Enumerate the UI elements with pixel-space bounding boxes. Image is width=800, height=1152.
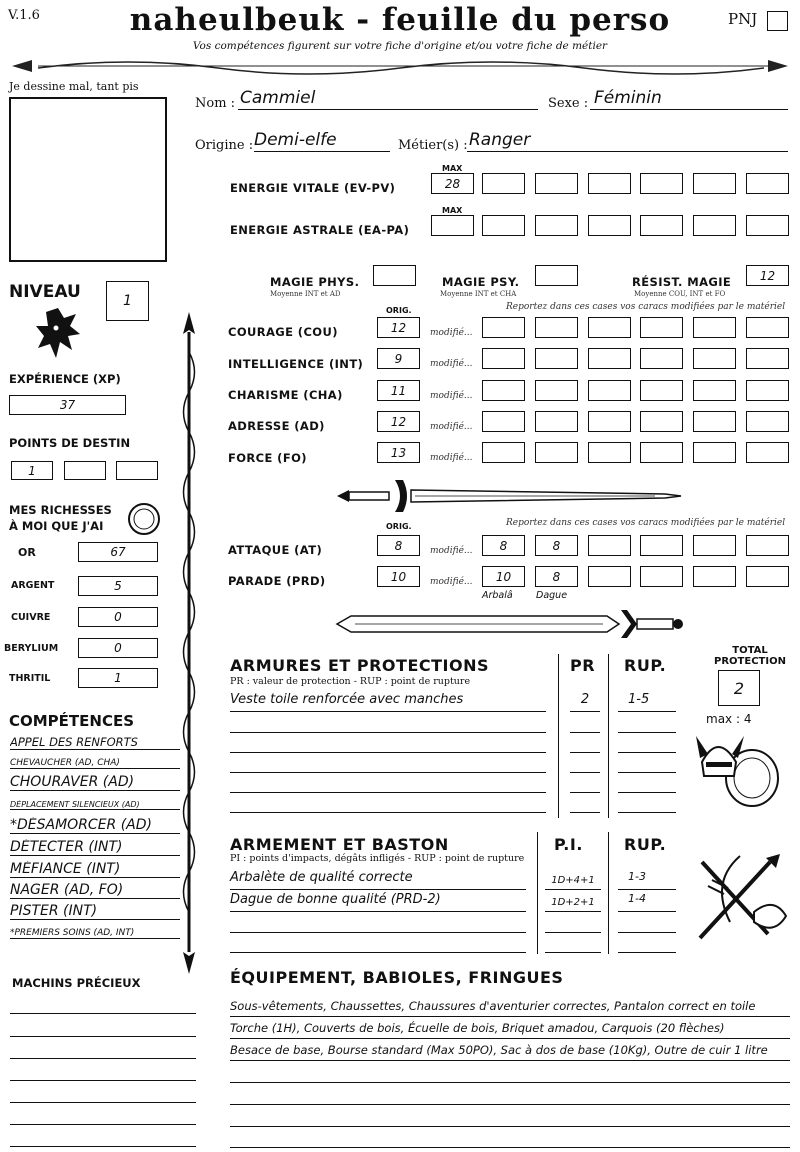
ev-box[interactable] <box>588 173 631 194</box>
stat-fo-mod-box[interactable] <box>640 442 683 463</box>
weapons-col-divider <box>537 832 538 954</box>
armor-row-name[interactable]: Veste toile renforcée avec manches <box>230 692 546 712</box>
parade-mod-box[interactable] <box>640 566 683 587</box>
armor-row-rup[interactable] <box>618 733 676 753</box>
stat-cou-mod-box[interactable] <box>535 317 578 338</box>
parade-mod-box[interactable]: 10 <box>482 566 525 587</box>
resist-magie-box[interactable]: 12 <box>746 265 789 286</box>
competence-item[interactable]: *DÉSAMORCER (AD) <box>10 817 180 834</box>
max-protection-label: max : 4 <box>706 712 752 726</box>
sexe-label: Sexe : <box>548 96 589 111</box>
competence-item[interactable]: MÉFIANCE (INT) <box>10 861 180 878</box>
parade-orig[interactable]: 10 <box>377 566 420 587</box>
weapon-row-rup[interactable] <box>618 913 676 933</box>
attaque-mod-box[interactable]: 8 <box>482 535 525 556</box>
ea-max-label: MAX <box>442 206 463 215</box>
weapons-col-divider <box>608 832 609 954</box>
metier-field[interactable]: Ranger <box>467 130 788 152</box>
competence-item[interactable]: *PREMIERS SOINS (AD, INT) <box>10 928 180 939</box>
version-label: V.1.6 <box>8 8 40 23</box>
header-vine-decoration <box>8 54 792 80</box>
ev-box[interactable] <box>482 173 525 194</box>
stat-int-mod-box[interactable] <box>588 348 631 369</box>
destin-box[interactable]: 1 <box>11 461 53 480</box>
armor-row-rup[interactable]: 1-5 <box>618 692 676 712</box>
stat-cou-mod-box[interactable] <box>746 317 789 338</box>
nom-label: Nom : <box>195 96 236 111</box>
competence-item[interactable]: DÉPLACEMENT SILENCIEUX (AD) <box>10 800 180 810</box>
sword-decoration <box>335 478 685 514</box>
competence-item[interactable]: PISTER (INT) <box>10 903 180 920</box>
xp-label: EXPÉRIENCE (XP) <box>9 372 121 386</box>
weapon-row-pi[interactable] <box>545 933 601 953</box>
stat-cha-mod-box[interactable] <box>535 380 578 401</box>
weapon-row-name[interactable] <box>230 933 526 953</box>
wealth-or-label: OR <box>18 546 36 559</box>
attaque-mod-box[interactable] <box>746 535 789 556</box>
competence-item[interactable]: APPEL DES RENFORTS <box>10 735 180 750</box>
weapon-row-pi[interactable] <box>545 913 601 933</box>
stat-cha-orig[interactable]: 11 <box>377 380 420 401</box>
crossed-weapons-icon <box>690 852 790 944</box>
ea-box[interactable] <box>482 215 525 236</box>
armor-col-divider <box>608 654 609 818</box>
weapon-row-rup[interactable] <box>618 933 676 953</box>
equipment-line[interactable] <box>230 1062 790 1083</box>
stat-ad-mod-box[interactable] <box>588 411 631 432</box>
parade-mod-box[interactable]: 8 <box>535 566 578 587</box>
precious-line[interactable] <box>10 1083 196 1103</box>
ev-max-box[interactable]: 28 <box>431 173 474 194</box>
competence-item[interactable]: CHEVAUCHER (AD, CHA) <box>10 758 180 769</box>
parade-mod-box[interactable] <box>746 566 789 587</box>
wealth-argent-box[interactable]: 5 <box>78 576 158 596</box>
stat-ad-mod-box[interactable] <box>693 411 736 432</box>
stat-cou-mod-box[interactable] <box>588 317 631 338</box>
armor-col-divider <box>558 654 559 818</box>
page-subtitle: Vos compétences figurent sur votre fiche d'origine et/ou votre fiche de métier <box>192 40 608 52</box>
armor-row-rup[interactable] <box>618 753 676 773</box>
resist-magie-note: Moyenne COU, INT et FO <box>634 290 726 298</box>
stat-cha-label: CHARISME (CHA) <box>228 388 343 402</box>
stat-cha-mod-box[interactable] <box>482 380 525 401</box>
ea-box[interactable] <box>588 215 631 236</box>
stat-ad-label: ADRESSE (AD) <box>228 419 325 433</box>
stat-ad-orig[interactable]: 12 <box>377 411 420 432</box>
sexe-field[interactable]: Féminin <box>590 88 788 110</box>
nom-field[interactable]: Cammiel <box>238 88 538 110</box>
armor-row-rup[interactable] <box>618 773 676 793</box>
spear-decoration <box>176 312 202 974</box>
stat-int-label: INTELLIGENCE (INT) <box>228 357 364 371</box>
stat-cha-mod-box[interactable] <box>746 380 789 401</box>
ea-label: ENERGIE ASTRALE (EA-PA) <box>230 223 410 237</box>
stats-report-note: Reportez dans ces cases vos caracs modifiées par le matériel <box>506 302 786 312</box>
stat-int-mod-box[interactable] <box>482 348 525 369</box>
magie-phys-box[interactable] <box>373 265 416 286</box>
stat-ad-mod-box[interactable] <box>640 411 683 432</box>
weapon-row-pi[interactable]: 1D+2+1 <box>545 892 601 912</box>
richesses-label: MES RICHESSES <box>9 503 112 517</box>
armor-row-name[interactable] <box>230 793 546 813</box>
competence-item[interactable]: CHOURAVER (AD) <box>10 774 180 791</box>
precious-line[interactable] <box>10 1105 196 1125</box>
precious-line[interactable] <box>10 1127 196 1147</box>
stat-int-mod-box[interactable] <box>535 348 578 369</box>
destin-box[interactable] <box>64 461 106 480</box>
attaque-label: ATTAQUE (AT) <box>228 543 323 557</box>
richesses-label-2: À MOI QUE J'AI <box>9 519 104 533</box>
stat-fo-mod-box[interactable] <box>482 442 525 463</box>
stat-cha-mod-box[interactable] <box>640 380 683 401</box>
equipment-line[interactable] <box>230 1084 790 1105</box>
stat-cou-modifie: modifié... <box>430 328 473 338</box>
weapons-title: ARMEMENT ET BASTON <box>230 835 449 854</box>
weapon-row-name[interactable] <box>230 913 526 933</box>
weapons-col-rup: RUP. <box>624 835 667 854</box>
dragon-icon <box>34 304 82 362</box>
combat-mod-caption: Arbalâ <box>482 590 513 601</box>
equipment-line[interactable] <box>230 1106 790 1127</box>
magie-phys-note: Moyenne INT et AD <box>270 290 341 298</box>
magie-psy-note: Moyenne INT et CHA <box>440 290 517 298</box>
stat-cha-mod-box[interactable] <box>693 380 736 401</box>
wealth-argent-label: ARGENT <box>11 580 55 591</box>
attaque-mod-box[interactable] <box>693 535 736 556</box>
stat-cou-mod-box[interactable] <box>693 317 736 338</box>
armor-row-rup[interactable] <box>618 793 676 813</box>
equipment-line[interactable]: Torche (1H), Couverts de bois, Écuelle de bois, Briquet amadou, Carquois (20 flèches) <box>230 1018 790 1039</box>
stat-int-mod-box[interactable] <box>640 348 683 369</box>
attaque-mod-box[interactable] <box>588 535 631 556</box>
origine-field[interactable]: Demi-elfe <box>254 130 390 152</box>
ev-box[interactable] <box>746 173 789 194</box>
destin-box[interactable] <box>116 461 158 480</box>
wealth-cuivre-label: CUIVRE <box>11 612 51 623</box>
stat-fo-modifie: modifié... <box>430 453 473 463</box>
armor-row-pr[interactable]: 2 <box>570 692 600 712</box>
weapon-row-rup[interactable]: 1-4 <box>618 892 676 912</box>
sword-decoration <box>335 608 685 640</box>
stat-int-orig[interactable]: 9 <box>377 348 420 369</box>
stat-fo-mod-box[interactable] <box>588 442 631 463</box>
ev-box[interactable] <box>640 173 683 194</box>
armor-note: PR : valeur de protection - RUP : point de rupture <box>230 676 471 687</box>
weapons-note: PI : points d'impacts, dégâts infligés - RUP : point de rupture <box>230 853 525 864</box>
page-title: naheulbeuk - feuille du perso <box>129 2 671 38</box>
precious-line[interactable] <box>10 1017 196 1037</box>
ea-box[interactable] <box>640 215 683 236</box>
competences-title: COMPÉTENCES <box>9 712 135 730</box>
armor-row-pr[interactable] <box>570 753 600 773</box>
stat-ad-mod-box[interactable] <box>746 411 789 432</box>
attaque-orig[interactable]: 8 <box>377 535 420 556</box>
equipment-title: ÉQUIPEMENT, BABIOLES, FRINGUES <box>230 968 564 987</box>
stat-cou-label: COURAGE (COU) <box>228 325 338 339</box>
stat-ad-modifie: modifié... <box>430 422 473 432</box>
stat-fo-mod-box[interactable] <box>693 442 736 463</box>
armor-row-name[interactable] <box>230 753 546 773</box>
ev-box[interactable] <box>693 173 736 194</box>
parade-mod-box[interactable] <box>588 566 631 587</box>
parade-label: PARADE (PRD) <box>228 574 326 588</box>
equipment-line[interactable] <box>230 1127 790 1148</box>
weapon-row-rup[interactable]: 1-3 <box>618 870 676 890</box>
xp-box[interactable]: 37 <box>9 395 126 415</box>
ea-max-box[interactable] <box>431 215 474 236</box>
stat-cha-modifie: modifié... <box>430 391 473 401</box>
attaque-modifie: modifié... <box>430 546 473 556</box>
wealth-thritil-label: THRITIL <box>9 673 51 684</box>
attaque-mod-box[interactable] <box>640 535 683 556</box>
precious-line[interactable] <box>10 994 196 1014</box>
competence-item[interactable]: NAGER (AD, FO) <box>10 882 180 899</box>
armor-title: ARMURES ET PROTECTIONS <box>230 656 489 675</box>
armor-row-name[interactable] <box>230 733 546 753</box>
wealth-berylium-box[interactable]: 0 <box>78 638 158 658</box>
resist-magie-label: RÉSIST. MAGIE <box>632 275 732 289</box>
stat-cou-orig[interactable]: 12 <box>377 317 420 338</box>
ev-box[interactable] <box>535 173 578 194</box>
wealth-or-box[interactable]: 67 <box>78 542 158 562</box>
attaque-mod-box[interactable]: 8 <box>535 535 578 556</box>
niveau-box[interactable]: 1 <box>106 281 149 321</box>
metier-label: Métier(s) : <box>398 138 468 153</box>
combat-mod-caption: Dague <box>536 590 568 601</box>
combat-report-note: Reportez dans ces cases vos caracs modifiées par le matériel <box>506 518 786 528</box>
parade-modifie: modifié... <box>430 577 473 587</box>
stat-ad-mod-box[interactable] <box>482 411 525 432</box>
armor-row-pr[interactable] <box>570 773 600 793</box>
stat-fo-mod-box[interactable] <box>746 442 789 463</box>
wealth-berylium-label: BERYLIUM <box>4 643 59 654</box>
armor-row-pr[interactable] <box>570 713 600 733</box>
stat-fo-mod-box[interactable] <box>535 442 578 463</box>
stat-cou-mod-box[interactable] <box>482 317 525 338</box>
weapons-col-pi: P.I. <box>554 835 583 854</box>
armor-col-pr: PR <box>570 656 596 675</box>
ev-max-label: MAX <box>442 164 463 173</box>
weapon-row-name[interactable]: Dague de bonne qualité (PRD-2) <box>230 892 526 912</box>
ea-box[interactable] <box>746 215 789 236</box>
precious-line[interactable] <box>10 1061 196 1081</box>
ea-box[interactable] <box>535 215 578 236</box>
stat-int-modifie: modifié... <box>430 359 473 369</box>
stat-int-mod-box[interactable] <box>693 348 736 369</box>
total-protection-label: TOTAL PROTECTION <box>714 645 786 667</box>
stat-cha-mod-box[interactable] <box>588 380 631 401</box>
equipment-line[interactable]: Besace de base, Bourse standard (Max 50PO), Sac à dos de base (10Kg), Outre de cuir 1 litre <box>230 1040 790 1061</box>
magie-psy-label: MAGIE PSY. <box>442 275 520 289</box>
magie-psy-box[interactable] <box>535 265 578 286</box>
ea-box[interactable] <box>693 215 736 236</box>
armor-row-pr[interactable] <box>570 793 600 813</box>
stat-cou-mod-box[interactable] <box>640 317 683 338</box>
stat-ad-mod-box[interactable] <box>535 411 578 432</box>
pnj-checkbox[interactable] <box>767 11 788 31</box>
total-protection-box[interactable]: 2 <box>718 670 760 706</box>
wealth-cuivre-box[interactable]: 0 <box>78 607 158 627</box>
armor-row-name[interactable] <box>230 773 546 793</box>
stats-orig-label: ORIG. <box>386 306 412 315</box>
armor-row-name[interactable] <box>230 713 546 733</box>
precious-line[interactable] <box>10 1039 196 1059</box>
weapon-row-pi[interactable]: 1D+4+1 <box>545 870 601 890</box>
armor-row-rup[interactable] <box>618 713 676 733</box>
niveau-label: NIVEAU <box>9 282 81 302</box>
stat-fo-orig[interactable]: 13 <box>377 442 420 463</box>
portrait-label: Je dessine mal, tant pis <box>9 80 139 93</box>
wealth-thritil-box[interactable]: 1 <box>78 668 158 688</box>
equipment-line[interactable]: Sous-vêtements, Chaussettes, Chaussures d'aventurier correctes, Pantalon correct en toile <box>230 996 790 1017</box>
ev-label: ENERGIE VITALE (EV-PV) <box>230 181 396 195</box>
origine-label: Origine : <box>195 138 254 153</box>
pnj-label: PNJ <box>728 10 758 28</box>
armor-col-rup: RUP. <box>624 656 667 675</box>
parade-mod-box[interactable] <box>693 566 736 587</box>
destin-label: POINTS DE DESTIN <box>9 436 131 450</box>
combat-orig-label: ORIG. <box>386 522 412 531</box>
portrait-box[interactable] <box>9 97 167 262</box>
stat-int-mod-box[interactable] <box>746 348 789 369</box>
stat-fo-label: FORCE (FO) <box>228 451 307 465</box>
magie-phys-label: MAGIE PHYS. <box>270 275 360 289</box>
machins-precieux-title: MACHINS PRÉCIEUX <box>12 976 141 990</box>
weapon-row-name[interactable]: Arbalète de qualité correcte <box>230 870 526 890</box>
coin-icon <box>126 501 162 537</box>
helmet-shield-icon <box>696 728 782 810</box>
competence-item[interactable]: DÉTECTER (INT) <box>10 839 180 856</box>
armor-row-pr[interactable] <box>570 733 600 753</box>
